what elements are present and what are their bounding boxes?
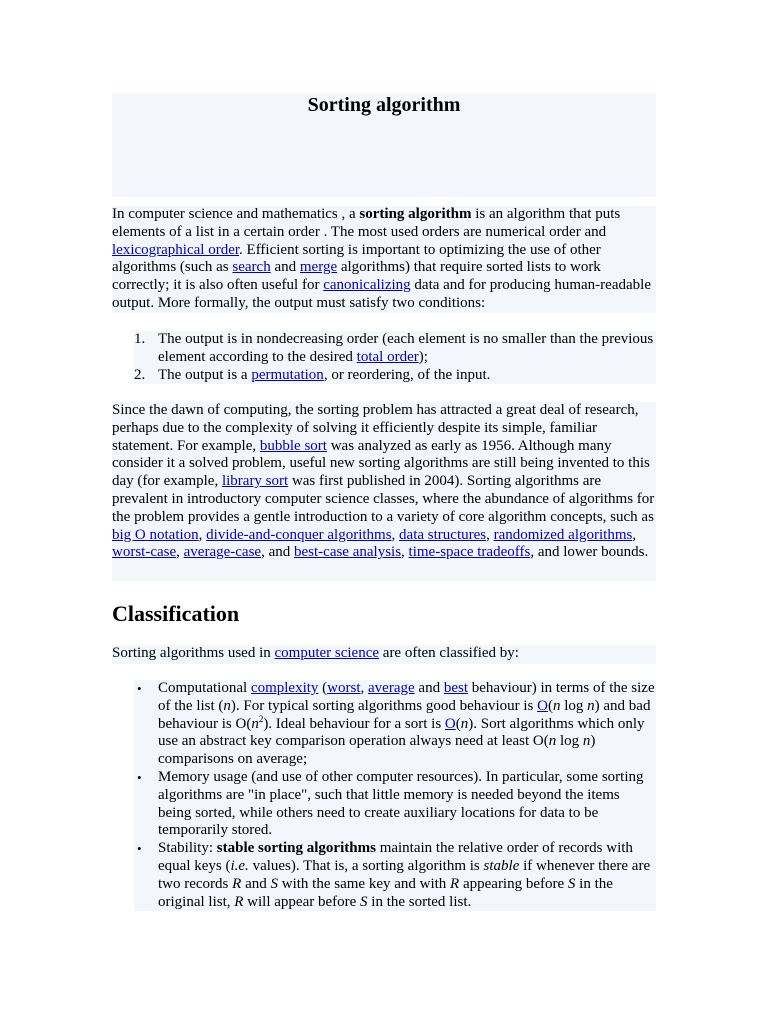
item-text: Stability: bbox=[158, 840, 217, 857]
item-text: ). Ideal behaviour for a sort is bbox=[263, 715, 445, 732]
bullet-icon: • bbox=[137, 769, 142, 785]
item-text: ) and bad behaviour is O( bbox=[158, 697, 651, 732]
intro-paragraph bbox=[112, 206, 656, 313]
history-text: was analyzed as early as 1956. Although many consider it a solved problem, useful new sorting algorithms are still being invented to this day (for example, bbox=[112, 437, 650, 490]
math-var: n bbox=[582, 733, 591, 750]
conditions-list bbox=[134, 331, 656, 384]
link-computer-science[interactable]: computer science bbox=[274, 645, 380, 661]
separator-text: , bbox=[486, 526, 494, 543]
math-var: R bbox=[450, 875, 460, 892]
history-paragraph bbox=[112, 402, 656, 581]
item-text: Computational bbox=[158, 680, 251, 696]
term-stable-sorting: stable sorting algorithms bbox=[216, 840, 376, 857]
link-big-o[interactable]: O bbox=[444, 715, 456, 732]
link-average-case[interactable]: average-case bbox=[183, 544, 262, 561]
item-text: ). Sort algorithms which only use an abstract key comparison operation always need at least O( bbox=[158, 715, 645, 750]
item-text: in the sorted list. bbox=[367, 893, 472, 910]
history-text: , and lower bounds. bbox=[530, 544, 649, 561]
separator-text: , and bbox=[261, 544, 294, 561]
intro-text: . Efficient sorting is important to optimizing the use of other algorithms (such as bbox=[112, 241, 601, 276]
separator-text: , bbox=[198, 526, 207, 543]
item-text: ) comparisons on average; bbox=[158, 733, 596, 768]
link-search[interactable]: search bbox=[232, 259, 271, 276]
list-item bbox=[134, 680, 656, 769]
item-text: ( bbox=[318, 680, 328, 696]
intro-text: data and for producing human-readable output. More formally, the output must satisfy two conditions: bbox=[112, 277, 651, 311]
link-average[interactable]: average bbox=[368, 680, 415, 696]
link-canonicalizing[interactable]: canonicalizing bbox=[323, 277, 411, 294]
math-var: R bbox=[232, 875, 242, 892]
history-text: was first published in 2004). Sorting algorithms are prevalent in introductory computer science classes, where the abundance of algorithms for the problem provides a gentle introduction to a variety of core algorithm concepts, such as bbox=[112, 473, 655, 525]
item-text: appearing before bbox=[459, 875, 568, 892]
item-text: ). For typical sorting algorithms good behaviour is bbox=[230, 697, 538, 714]
item-text: , bbox=[360, 680, 369, 696]
item-text: will appear before bbox=[243, 893, 361, 910]
item-text: and bbox=[414, 680, 444, 696]
item-text: and bbox=[241, 875, 271, 892]
link-complexity[interactable]: complexity bbox=[250, 680, 319, 696]
intro-text: In computer science and mathematics , a bbox=[112, 206, 360, 222]
math-var: R bbox=[234, 893, 244, 910]
list-item bbox=[134, 769, 656, 840]
item-text: The output is a bbox=[158, 366, 252, 383]
item-text: ); bbox=[418, 348, 428, 365]
link-permutation[interactable]: permutation bbox=[251, 366, 324, 383]
separator-text: , bbox=[176, 544, 184, 561]
separator-text: , bbox=[391, 526, 400, 543]
item-text: , or reordering, of the input. bbox=[323, 366, 491, 383]
item-text: behaviour) in terms of the size of the list ( bbox=[158, 680, 655, 714]
math-var: n bbox=[251, 715, 259, 732]
section-heading-classification: Classification bbox=[112, 601, 240, 626]
history-text: Since the dawn of computing, the sorting problem has attracted a great deal of research, perhaps due to the complexity of solving it efficiently despite its simple, familiar statement. For example, bbox=[112, 402, 639, 454]
link-lexicographical-order[interactable]: lexicographical order bbox=[112, 241, 240, 258]
bullet-icon: • bbox=[137, 841, 142, 857]
list-item bbox=[134, 840, 656, 911]
link-randomized-algorithms[interactable]: randomized algorithms bbox=[493, 526, 633, 543]
term-sorting-algorithm: sorting algorithm bbox=[359, 206, 472, 222]
classification-text: Sorting algorithms used in bbox=[112, 645, 275, 661]
item-text: log bbox=[560, 697, 588, 714]
item-text: ( bbox=[547, 697, 553, 714]
item-text: The output is in nondecreasing order (each element is no smaller than the previous element according to the desired bbox=[158, 331, 654, 365]
page-title: Sorting algorithm bbox=[307, 94, 461, 116]
link-merge[interactable]: merge bbox=[299, 259, 338, 276]
classification-text: are often classified by: bbox=[379, 645, 519, 661]
item-text: if whenever there are two records bbox=[158, 857, 651, 892]
link-best-case-analysis[interactable]: best-case analysis bbox=[294, 544, 402, 561]
link-data-structures[interactable]: data structures bbox=[399, 526, 487, 543]
list-number: 1. bbox=[134, 331, 146, 347]
classification-list bbox=[134, 680, 656, 911]
item-text: values). That is, a sorting algorithm is bbox=[248, 857, 484, 874]
item-text: log bbox=[556, 733, 583, 750]
math-var: S bbox=[360, 893, 368, 910]
link-big-o-notation[interactable]: big O notation bbox=[112, 526, 199, 543]
list-number: 2. bbox=[134, 366, 146, 383]
link-big-o[interactable]: O bbox=[537, 697, 548, 714]
link-library-sort[interactable]: library sort bbox=[221, 473, 289, 490]
math-var: n bbox=[460, 715, 469, 732]
link-total-order[interactable]: total order bbox=[356, 348, 419, 365]
item-text: maintain the relative order of records with equal keys ( bbox=[158, 840, 633, 874]
math-var: n bbox=[548, 733, 557, 750]
bullet-icon: • bbox=[137, 681, 142, 696]
superscript: 2 bbox=[258, 713, 264, 724]
link-worst[interactable]: worst bbox=[327, 680, 361, 696]
math-var: n bbox=[223, 697, 231, 714]
list-item bbox=[134, 367, 656, 385]
intro-text: algorithms) that require sorted lists to work correctly; it is also often useful for bbox=[112, 259, 601, 294]
item-text: Memory usage (and use of other computer resources). In particular, some sorting algorithms are "in place", such that little memory is needed beyond the items being sorted, while others need to create auxiliary locations for data to be temporarily stored. bbox=[158, 768, 644, 839]
link-time-space-tradeoffs[interactable]: time-space tradeoffs bbox=[408, 544, 531, 561]
intro-text: is an algorithm that puts elements of a list in a certain order . The most used orders are numerical order and bbox=[112, 206, 621, 240]
link-worst-case[interactable]: worst-case bbox=[112, 544, 177, 561]
separator-text: , bbox=[401, 544, 409, 561]
italic-text: stable bbox=[483, 857, 520, 874]
item-text: in the original list, bbox=[158, 875, 613, 910]
item-text: ( bbox=[455, 715, 461, 732]
math-var: n bbox=[552, 697, 561, 714]
math-var: n bbox=[587, 697, 595, 714]
math-var: S bbox=[567, 875, 576, 892]
list-item bbox=[134, 331, 656, 367]
link-best[interactable]: best bbox=[443, 680, 468, 696]
item-text: with the same key and with bbox=[278, 875, 451, 892]
intro-text: and bbox=[270, 259, 300, 276]
italic-text: i.e. bbox=[230, 857, 249, 874]
classification-intro bbox=[112, 645, 656, 664]
math-var: S bbox=[270, 875, 278, 892]
link-divide-and-conquer[interactable]: divide-and-conquer algorithms bbox=[206, 526, 392, 543]
separator-text: , bbox=[632, 526, 637, 543]
link-bubble-sort[interactable]: bubble sort bbox=[259, 437, 327, 454]
